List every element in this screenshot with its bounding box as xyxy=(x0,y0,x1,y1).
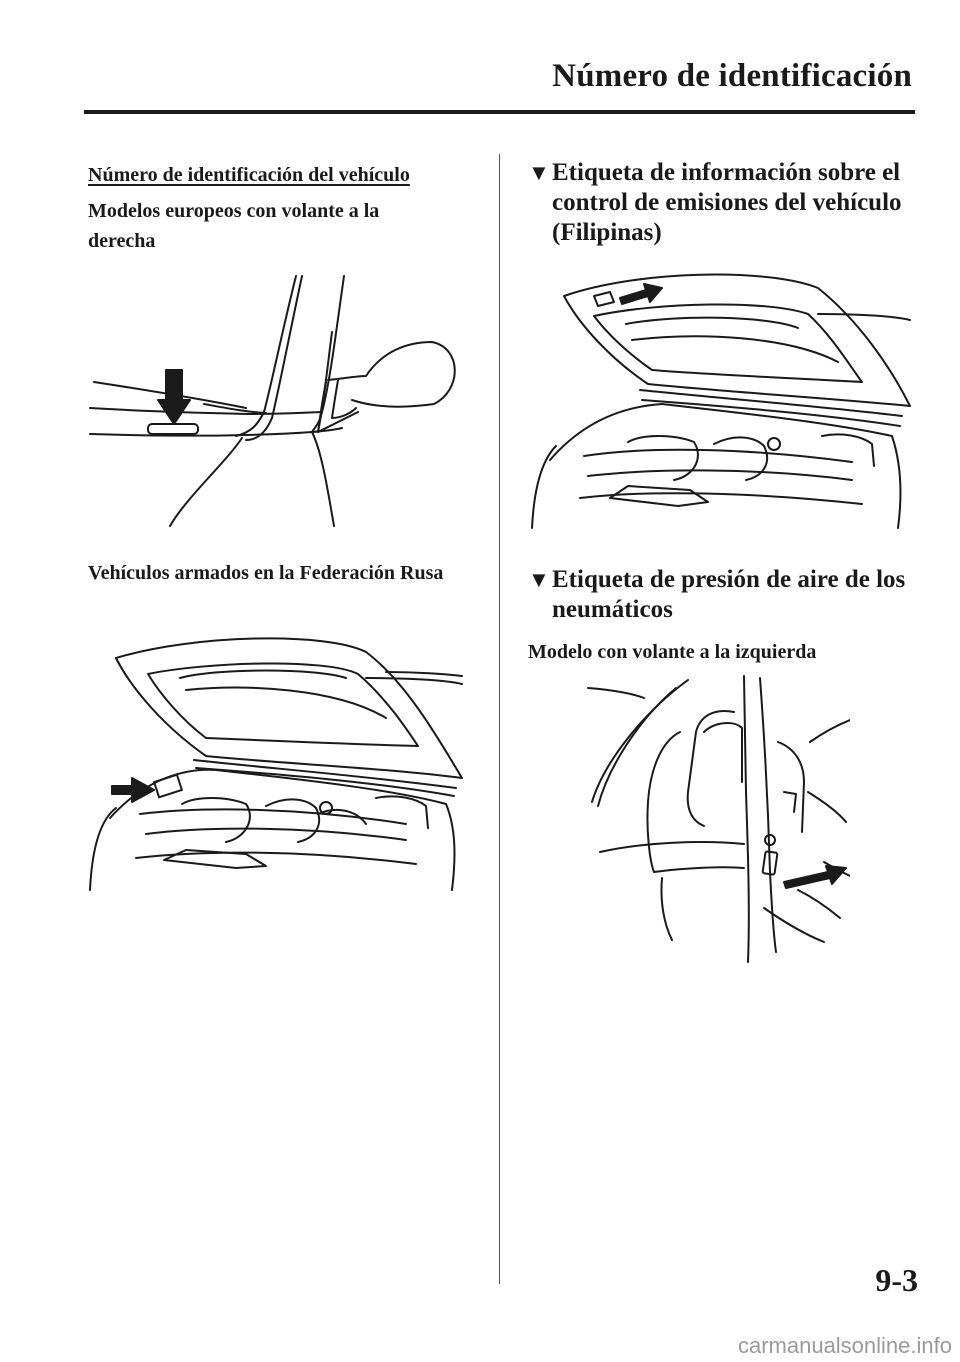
header-rule xyxy=(84,110,915,114)
topic-emissions-label xyxy=(528,158,918,248)
chapter-title: Número de identificación xyxy=(552,58,912,94)
topic-emissions-title: Etiqueta de información sobre el control de emisiones del vehículo (Filipinas) xyxy=(552,159,902,246)
triangle-down-icon: ▼ xyxy=(528,160,550,185)
subheading-russia: Vehículos armados en la Federación Rusa xyxy=(88,562,444,584)
engine-bay-vin-illustration xyxy=(86,628,468,898)
hood-emissions-label-illustration xyxy=(528,266,914,532)
topic-tire-pressure-title: Etiqueta de presión de aire de los neumáticos xyxy=(552,566,906,623)
column-divider xyxy=(499,154,500,1284)
page-number: 9-3 xyxy=(875,1262,918,1298)
subheading-rhd-european: Modelos europeos con volante a la derecha xyxy=(88,200,380,252)
door-pillar-tire-label-illustration xyxy=(584,672,850,968)
subheading-lhd: Modelo con volante a la izquierda xyxy=(528,641,817,663)
windshield-vin-illustration xyxy=(86,272,466,532)
watermark: carmanualsonline.info xyxy=(737,1333,952,1358)
topic-tire-pressure-label xyxy=(528,565,918,625)
section-heading-vin: Número de identificación del vehículo xyxy=(88,164,410,186)
triangle-down-icon: ▼ xyxy=(528,567,550,592)
